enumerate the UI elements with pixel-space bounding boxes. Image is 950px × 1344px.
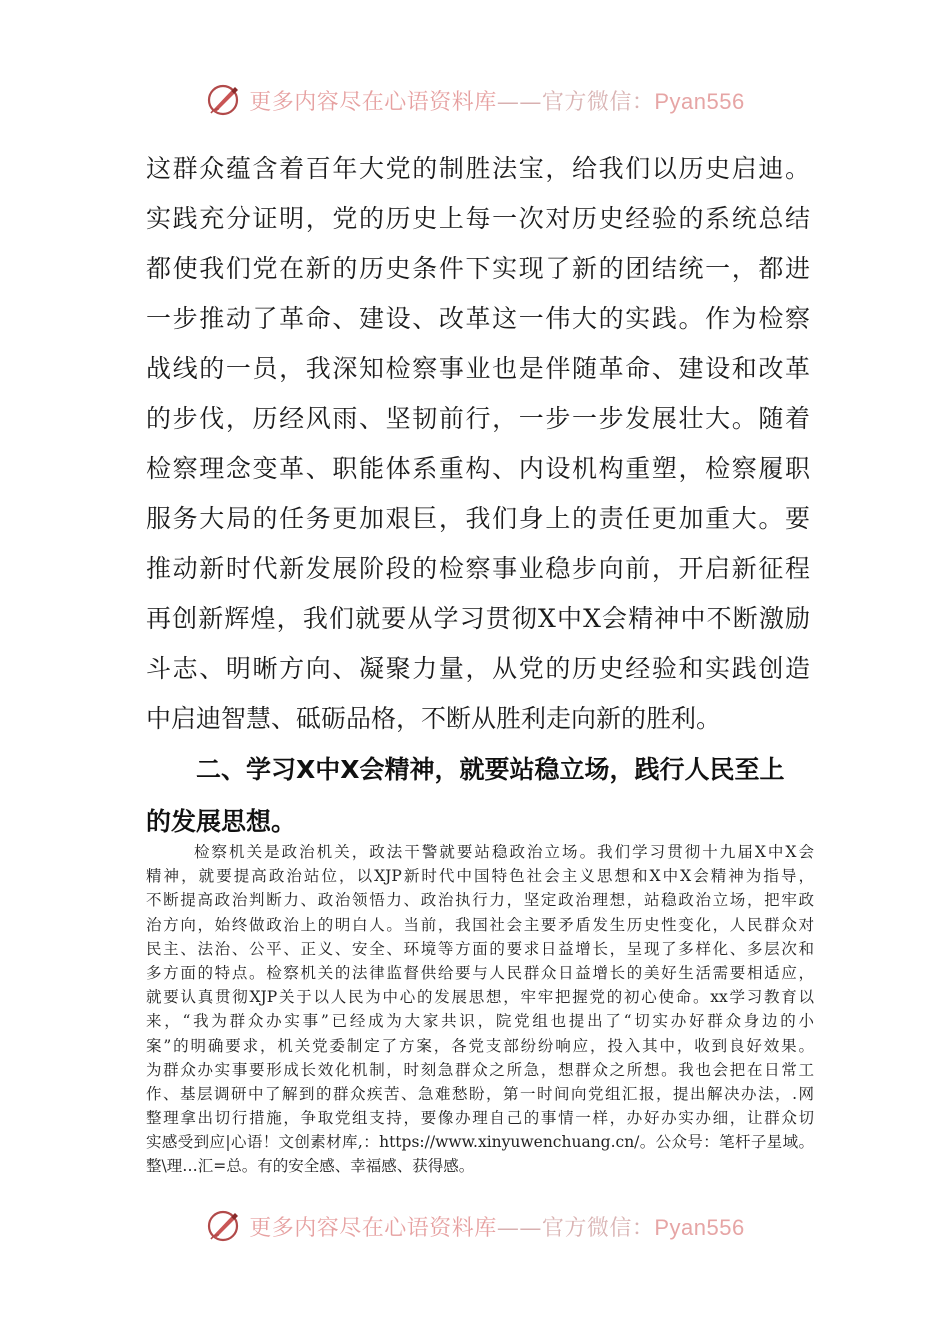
heading-line: 的发展思想。 — [146, 807, 297, 836]
watermark-dash: —— — [496, 1215, 542, 1241]
paragraph-line: 的步伐，历经风雨、坚韧前行，一步一步发展壮大。随着 — [146, 404, 810, 433]
body-paragraph-large — [146, 144, 810, 744]
paragraph-line: 推动新时代新发展阶段的检察事业稳步向前，开启新征程 — [146, 554, 810, 583]
paragraph-line: 再创新辉煌，我们就要从学习贯彻X中X会精神中不断激励 — [146, 604, 810, 633]
watermark-wechat-id: Pyan556 — [654, 88, 745, 114]
watermark-text — [249, 85, 744, 116]
pen-logo-icon — [205, 82, 241, 118]
paragraph-line: 检察理念变革、职能体系重构、内设机构重塑，检察履职 — [146, 454, 810, 483]
watermark-dash: —— — [496, 89, 542, 115]
paragraph-line: 检察机关是政治机关，政法干警就要站稳政治立场。我们学习贯彻十九届X中X会 — [194, 843, 814, 861]
watermark-text — [249, 1211, 744, 1242]
paragraph-line: 为群众办实事要形成长效化机制，时刻急群众之所急，想群众之所想。我也会把在日常工 — [146, 1060, 814, 1079]
watermark-wechat-id: Pyan556 — [654, 1214, 745, 1240]
section-heading — [146, 744, 810, 848]
paragraph-line: 实践充分证明，党的历史上每一次对历史经验的系统总结 — [146, 204, 810, 233]
paragraph-line: 一步推动了革命、建设、改革这一伟大的实践。作为检察 — [146, 304, 810, 333]
watermark-header — [0, 82, 950, 118]
paragraph-line: 案”的明确要求，机关党委制定了方案，各党支部纷纷响应，投入其中，收到良好效果。 — [146, 1036, 814, 1055]
paragraph-line: 来，“我为群众办实事”已经成为大家共识，院党组也提出了“切实办好群众身边的小 — [146, 1012, 814, 1031]
watermark-official-label: 官方微信： — [541, 89, 655, 115]
body-paragraph-small — [146, 840, 814, 1179]
watermark-brand: 更多内容尽在心语资料库 — [249, 89, 497, 115]
paragraph-line: 都使我们党在新的历史条件下实现了新的团结统一，都进 — [146, 254, 810, 283]
paragraph-line: 整理拿出切行措施，争取党组支持，要像办理自己的事情一样，办好办实办细，让群众切 — [146, 1109, 814, 1128]
watermark-official-label: 官方微信： — [541, 1215, 655, 1241]
pen-logo-icon — [205, 1208, 241, 1244]
paragraph-line: 斗志、明晰方向、凝聚力量，从党的历史经验和实践创造 — [146, 654, 810, 683]
paragraph-line: 多方面的特点。检察机关的法律监督供给要与人民群众日益增长的美好生活需要相适应， — [146, 963, 814, 982]
paragraph-line: 实感受到应|心语！文创素材库,：https://www.xinyuwenchuang.cn/。公众号：笔杆子星域。 — [146, 1133, 814, 1152]
paragraph-line: 这群众蕴含着百年大党的制胜法宝，给我们以历史启迪。 — [146, 154, 810, 183]
paragraph-line: 服务大局的任务更加艰巨，我们身上的责任更加重大。要 — [146, 504, 810, 533]
paragraph-line: 作、基层调研中了解到的群众疾苦、急难愁盼，第一时间向党组汇报，提出解决办法，.网 — [146, 1084, 814, 1103]
paragraph-line: 精神，就要提高政治站位，以XJP新时代中国特色社会主义思想和X中X会精神为指导， — [146, 867, 814, 886]
watermark-footer — [0, 1208, 950, 1244]
watermark-brand: 更多内容尽在心语资料库 — [249, 1215, 497, 1241]
paragraph-line: 中启迪智慧、砥砺品格，不断从胜利走向新的胜利。 — [146, 704, 722, 733]
paragraph-line: 民主、法治、公平、正义、安全、环境等方面的要求日益增长，呈现了多样化、多层次和 — [146, 939, 814, 958]
paragraph-line: 战线的一员，我深知检察事业也是伴随革命、建设和改革 — [146, 354, 810, 383]
paragraph-line: 不断提高政治判断力、政治领悟力、政治执行力，坚定政治理想，站稳政治立场，把牢政 — [146, 891, 814, 910]
heading-line: 二、学习X中X会精神，就要站稳立场，践行人民至上 — [196, 755, 785, 784]
paragraph-line: 治方向，始终做政治上的明白人。当前，我国社会主要矛盾发生历史性变化，人民群众对 — [146, 915, 814, 934]
paragraph-line: 整\理…汇=总。有的安全感、幸福感、获得感。 — [146, 1157, 475, 1176]
paragraph-line: 就要认真贯彻XJP关于以人民为中心的发展思想，牢牢把握党的初心使命。xx学习教育以 — [146, 988, 814, 1007]
